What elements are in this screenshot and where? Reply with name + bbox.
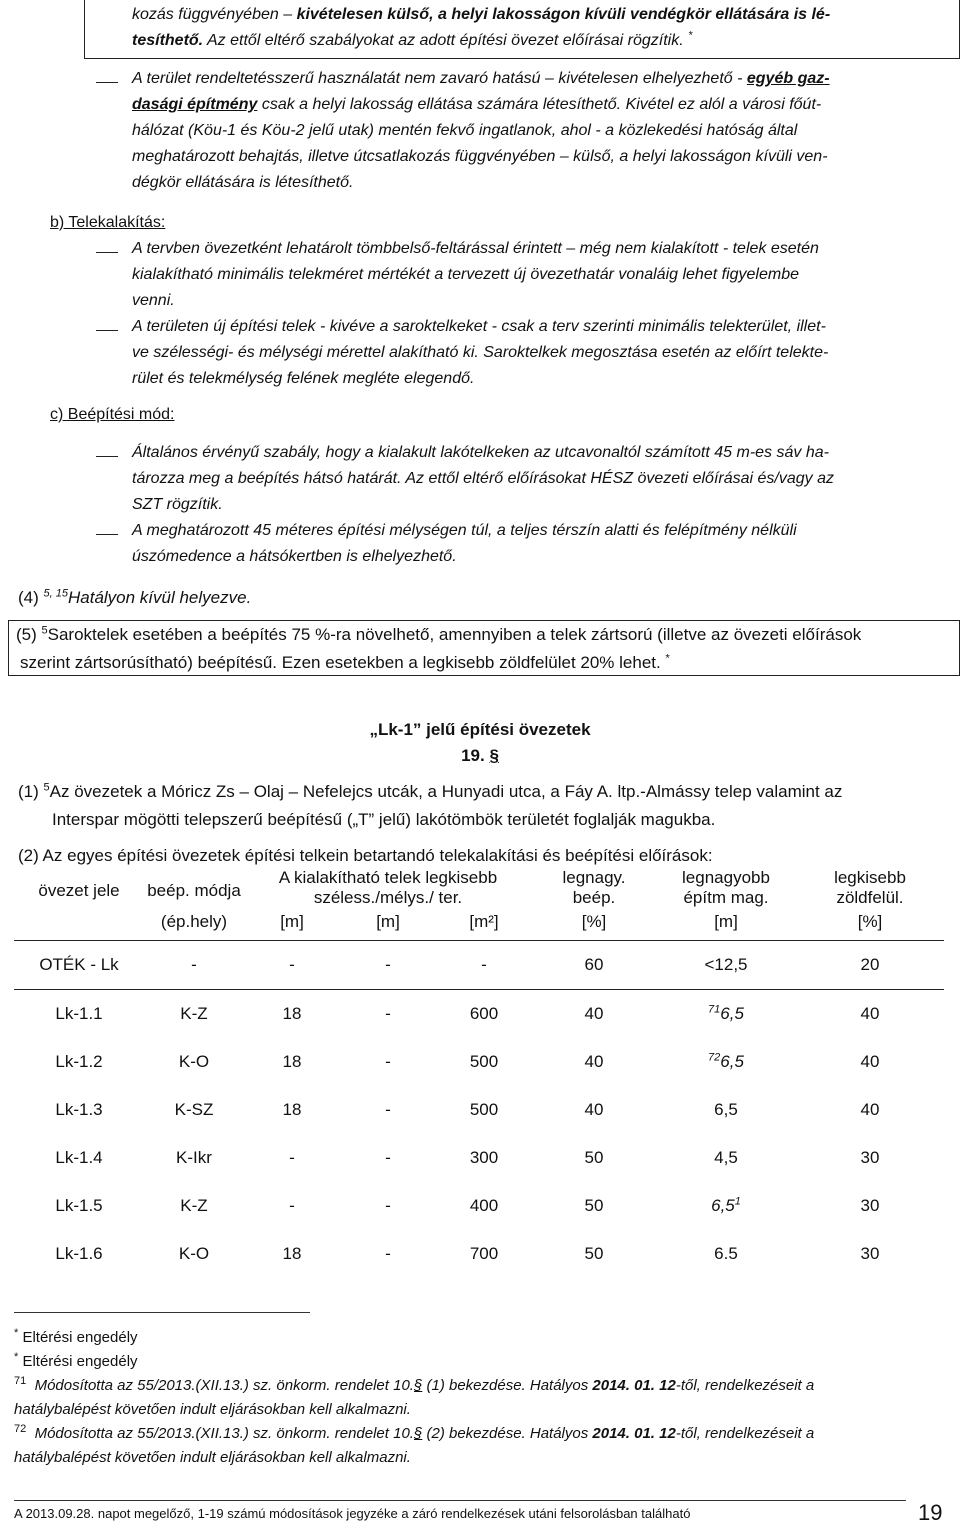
- header-coverage: legnagy. beép.: [562, 868, 626, 907]
- footer-text: A 2013.09.28. napot megelőző, 1-19 számú módosítások jegyzéke a záró rendelkezések utáni felsorolásban található: [14, 1506, 691, 1521]
- cell-mode: -: [144, 941, 244, 990]
- cell-zone: Lk-1.4: [55, 1148, 103, 1167]
- table-row: [14, 1134, 944, 1182]
- cell-zone: Lk-1.6: [55, 1244, 103, 1263]
- header-mode-sub: (ép.hely): [160, 912, 228, 931]
- cell-green: 30: [860, 1148, 880, 1167]
- cell-a: 700: [469, 1244, 499, 1263]
- cell-a: 500: [469, 1052, 499, 1071]
- cell-green: 40: [860, 1100, 880, 1119]
- cell-green: 20: [796, 941, 944, 990]
- section-c-item-1: Általános érvényű szabály, hogy a kialakult lakótelkeken az utcavonaltól számított 45 m-es sáv ha- tározza meg a beépítés hátsó határát. Az ettől eltérő előírásokat HÉSZ övezeti előírásai és/vagy az SZT rögzítik.: [132, 444, 834, 513]
- cell-green: 40: [860, 1052, 880, 1071]
- cell-w: -: [289, 1148, 295, 1167]
- cell-cov: 50: [584, 1244, 604, 1263]
- cell-d: -: [385, 1004, 391, 1023]
- item-5: (5) $^5$Saroktelek esetében a beépítés 75 %-ra növelhető, amennyiben a telek zártsorú (illetve az övezeti előírások szerint zártsorúsítható) beépítésű. Ezen esetekben a legkisebb zöldfelület 20% lehet. *: [16, 624, 862, 672]
- list-dash: [96, 456, 118, 457]
- footnote-71: $^{71}$ Módosította az 55/2013.(XII.13.) sz. önkorm. rendelet 10.§ (1) bekezdése. Hatályos 2014. 01. 12-től, rendelkezéseit a hatálybalépést követően indult eljárásokban kell alkalmazni.: [14, 1375, 815, 1418]
- table-row: [14, 990, 944, 1039]
- table-row: [14, 1038, 944, 1086]
- cell-w: 18: [282, 1052, 302, 1071]
- cell-h: 6,5: [714, 1100, 738, 1119]
- cell-d: -: [385, 1244, 391, 1263]
- unit-depth: [m]: [376, 912, 400, 931]
- header-zone: övezet jele: [38, 881, 120, 900]
- cell-zone: Lk-1.1: [55, 1004, 103, 1023]
- cell-mode: K-SZ: [174, 1100, 214, 1119]
- top-note-line-1: kozás függvényében – kivételesen külső, a helyi lakosságon kívüli vendégkör ellátására is lé-: [132, 6, 831, 23]
- footnote-separator: [14, 1312, 310, 1313]
- cell-h: $6,5^1$: [711, 1195, 741, 1215]
- top-note-line-2: tesíthető. Az ettől eltérő szabályokat az adott építési övezet előírásai rögzítik. *: [132, 29, 693, 49]
- section-b-item-2: A területen új építési telek - kivéve a saroktelkeket - csak a terv szerinti minimális telekterület, illet- ve szélességi- és mélységi mérettel alakítható ki. Saroktelkek megosztása esetén az előírt telekte- rület és telekmélység felének megléte elegendő.: [132, 318, 829, 387]
- cell-cov: 40: [584, 1052, 604, 1071]
- cell-green: 30: [860, 1244, 880, 1263]
- cell-cov: 40: [584, 1100, 604, 1119]
- list-dash: [96, 330, 118, 331]
- cell-mode: K-Z: [180, 1004, 208, 1023]
- cell-d: -: [385, 1100, 391, 1119]
- table-row: [14, 1182, 944, 1230]
- section-heading: „Lk-1” jelű építési övezetek: [369, 720, 591, 739]
- section-number: 19. §: [461, 746, 499, 765]
- header-lot: A kialakítható telek legkisebb széless./mélys./ ter.: [278, 868, 498, 907]
- cell-h: 4,5: [714, 1148, 738, 1167]
- cell-w: -: [244, 941, 340, 990]
- cell-w: 18: [282, 1004, 302, 1023]
- cell-d: -: [385, 1148, 391, 1167]
- section-c-title: c) Beépítési mód:: [50, 406, 175, 423]
- cell-mode: K-Z: [180, 1196, 208, 1215]
- cell-green: 40: [860, 1004, 880, 1023]
- cell-mode: K-Ikr: [176, 1148, 212, 1167]
- cell-d: -: [385, 1196, 391, 1215]
- cell-zone: OTÉK - Lk: [14, 941, 144, 990]
- cell-zone: Lk-1.2: [55, 1052, 103, 1071]
- section-b-item-1: A tervben övezetként lehatárolt tömbbelső-feltárással érintett – még nem kialakított - telek esetén kialakítható minimális telekméret mértékét a tervezett új övezethatár vonaláig lehet figyelembe venni.: [132, 240, 819, 309]
- cell-cov: 60: [532, 941, 656, 990]
- table-header-row-1: [14, 866, 944, 908]
- cell-mode: K-O: [178, 1052, 210, 1071]
- unit-area: [m²]: [469, 912, 499, 931]
- footnote-72: $^{72}$ Módosította az 55/2013.(XII.13.) sz. önkorm. rendelet 10.§ (2) bekezdése. Hatályos 2014. 01. 12-től, rendelkezéseit a hatálybalépést követően indult eljárásokban kell alkalmazni.: [14, 1423, 815, 1466]
- cell-cov: 50: [584, 1196, 604, 1215]
- section-b-title: b) Telekalakítás:: [50, 214, 166, 231]
- section-c-item-2: A meghatározott 45 méteres építési mélységen túl, a teljes térszín alatti és felépítmény nélküli úszómedence a hátsókertben is elhelyezhető.: [132, 522, 797, 565]
- unit-green: [%]: [857, 912, 883, 931]
- footnote-1: * Eltérési engedély: [14, 1327, 138, 1346]
- unit-coverage: [%]: [581, 912, 607, 931]
- cell-a: 400: [469, 1196, 499, 1215]
- footnote-2: * Eltérési engedély: [14, 1351, 138, 1370]
- cell-green: 30: [860, 1196, 880, 1215]
- paragraph-1: (1) $^5$Az övezetek a Móricz Zs – Olaj – Nefelejcs utcák, a Hunyadi utca, a Fáy A. ltp.-Almássy telep valamint az Interspar mögötti telepszerű beépítésű („T” jelű) lakótömbök területét foglalják magukba.: [18, 781, 843, 829]
- cell-zone: Lk-1.5: [55, 1196, 103, 1215]
- zoning-table: [14, 866, 944, 1278]
- cell-h: $^{71}$6,5: [708, 1003, 744, 1023]
- cell-w: -: [289, 1196, 295, 1215]
- cell-cov: 50: [584, 1148, 604, 1167]
- paragraph-2: (2) Az egyes építési övezetek építési telkein betartandó telekalakítási és beépítési előírások:: [18, 846, 713, 865]
- table-row: [14, 1230, 944, 1278]
- unit-width: [m]: [280, 912, 304, 931]
- item-4: (4) $^{5, 15}$Hatályon kívül helyezve.: [18, 587, 252, 607]
- cell-d: -: [340, 941, 436, 990]
- cell-w: 18: [282, 1244, 302, 1263]
- unit-height: [m]: [714, 912, 738, 931]
- cell-h: $^{72}$6,5: [708, 1051, 744, 1071]
- cell-mode: K-O: [178, 1244, 210, 1263]
- cell-a: 600: [469, 1004, 499, 1023]
- cell-a: 300: [469, 1148, 499, 1167]
- paragraph-a: A terület rendeltetésszerű használatát nem zavaró hatású – kivételesen elhelyezhető - egyéb gaz- dasági építmény csak a helyi lakosság ellátása számára létesíthető. Kivétel ez alól a városi főút- hálózat (Köu-1 és Köu-2 jelű utak) mentén fekvő ingatlanok, ahol - a közlekedési hatóság által meghatározott behajtás, illetve útcsatlakozás függvényében – külső, a helyi lakosságon kívüli ven- dégkör ellátására is létesíthető.: [132, 70, 830, 191]
- header-height: legnagyobb építm mag.: [682, 868, 770, 907]
- table-header-units: [14, 908, 944, 941]
- list-dash: [96, 252, 118, 253]
- cell-h: <12,5: [656, 941, 796, 990]
- cell-d: -: [385, 1052, 391, 1071]
- cell-cov: 40: [584, 1004, 604, 1023]
- header-mode: beép. módja: [147, 881, 241, 900]
- footer-separator: [14, 1500, 906, 1501]
- cell-h: 6.5: [714, 1244, 738, 1263]
- cell-zone: Lk-1.3: [55, 1100, 103, 1119]
- table-row-otek: [14, 941, 944, 990]
- list-dash: [96, 534, 118, 535]
- cell-a: 500: [469, 1100, 499, 1119]
- cell-w: 18: [282, 1100, 302, 1119]
- page-number: 19: [918, 1500, 943, 1525]
- cell-a: -: [436, 941, 532, 990]
- table-row: [14, 1086, 944, 1134]
- list-dash: [96, 82, 118, 83]
- header-green: legkisebb zöldfelül.: [834, 868, 906, 907]
